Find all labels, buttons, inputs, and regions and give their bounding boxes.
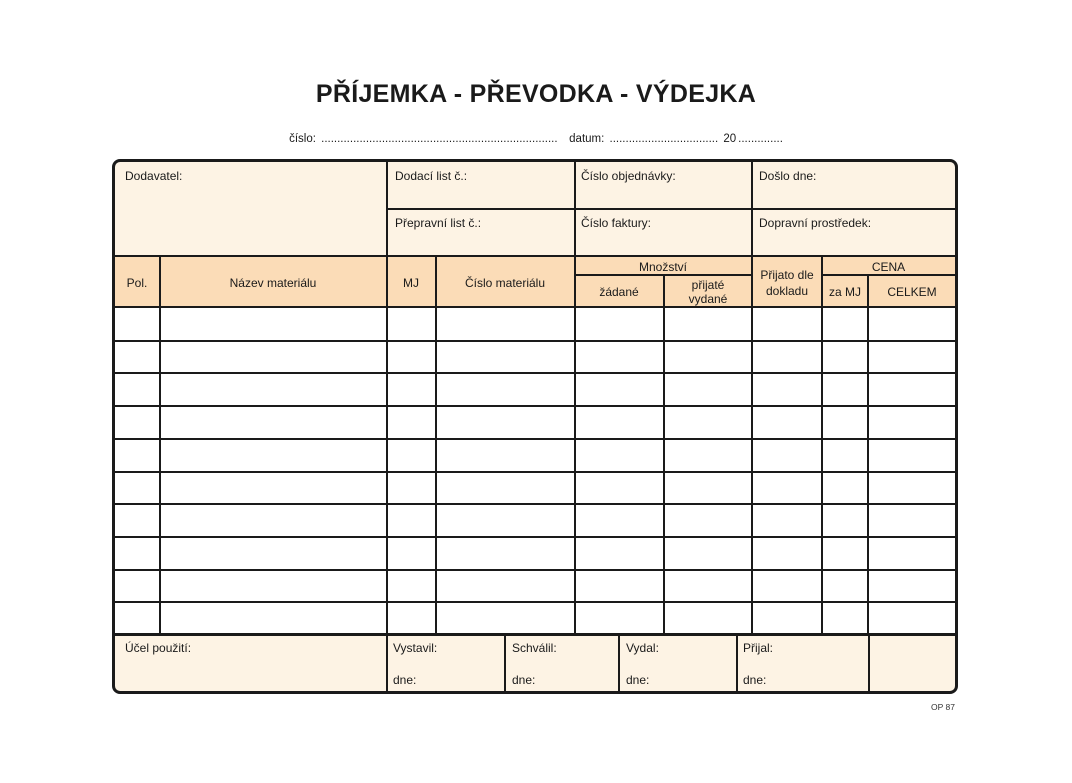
col-prijate: přijaté bbox=[691, 278, 725, 292]
grid-line-v bbox=[618, 633, 620, 694]
form-table bbox=[112, 159, 958, 694]
grid-line-v bbox=[868, 633, 870, 694]
cislo-objednavky-label: Číslo objednávky: bbox=[581, 169, 676, 183]
dopravni-prostredek-label: Dopravní prostředek: bbox=[759, 216, 872, 230]
col-mnozstvi: Množství bbox=[638, 260, 687, 274]
dodavatel-label: Dodavatel: bbox=[125, 169, 183, 183]
table-row-line bbox=[115, 536, 955, 538]
grid-line-v bbox=[663, 274, 665, 633]
grid-line-v bbox=[736, 633, 738, 694]
form-title: PŘÍJEMKA - PŘEVODKA - VÝDEJKA bbox=[315, 80, 757, 108]
table-row-line bbox=[115, 471, 955, 473]
col-dokladu: dokladu bbox=[765, 284, 809, 298]
grid-line-h bbox=[115, 633, 955, 636]
table-row-line bbox=[115, 601, 955, 603]
vydal-label: Vydal: bbox=[626, 641, 659, 655]
grid-line-v bbox=[435, 255, 437, 633]
prepravni-list-label: Přepravní list č.: bbox=[395, 216, 482, 230]
col-pol: Pol. bbox=[126, 276, 148, 290]
col-mj: MJ bbox=[403, 276, 419, 290]
col-za-mj: za MJ bbox=[828, 285, 861, 299]
year-field[interactable]: .............. bbox=[738, 133, 783, 145]
header-line bbox=[0, 133, 1072, 145]
ucel-pouziti-label: Účel použití: bbox=[125, 641, 192, 655]
cislo-label: číslo: bbox=[289, 133, 316, 145]
grid-line-v bbox=[821, 255, 823, 633]
col-cena: CENA bbox=[871, 260, 906, 274]
grid-line-v bbox=[751, 162, 753, 256]
grid-line-h bbox=[115, 306, 955, 308]
grid-line-v bbox=[159, 255, 161, 633]
vystavil-label: Vystavil: bbox=[393, 641, 438, 655]
doslo-dne-label: Došlo dne: bbox=[759, 169, 817, 183]
col-celkem: CELKEM bbox=[887, 285, 937, 299]
col-prijato-dle: Přijato dle bbox=[760, 268, 814, 282]
grid-line-h bbox=[115, 255, 955, 257]
table-row-line bbox=[115, 372, 955, 374]
cislo-faktury-label: Číslo faktury: bbox=[581, 216, 652, 230]
vydal-dne-label: dne: bbox=[626, 673, 650, 687]
table-row-line bbox=[115, 569, 955, 571]
year-prefix: 20 bbox=[723, 133, 737, 145]
form-code: OP 87 bbox=[931, 702, 955, 712]
grid-line-h bbox=[821, 274, 955, 276]
table-row-line bbox=[115, 438, 955, 440]
grid-line-v bbox=[751, 255, 753, 633]
grid-line-v bbox=[386, 255, 388, 633]
table-row-line bbox=[115, 503, 955, 505]
schvalil-dne-label: dne: bbox=[512, 673, 536, 687]
dodaci-list-label: Dodací list č.: bbox=[395, 169, 468, 183]
col-nazev: Název materiálu bbox=[229, 276, 317, 290]
table-row-line bbox=[115, 340, 955, 342]
grid-line-v bbox=[574, 162, 576, 256]
col-zadane: žádané bbox=[599, 285, 639, 299]
prijal-label: Přijal: bbox=[743, 641, 774, 655]
grid-line-v bbox=[386, 633, 388, 694]
grid-line-v bbox=[574, 255, 576, 633]
grid-line-v bbox=[867, 274, 869, 633]
vystavil-dne-label: dne: bbox=[393, 673, 417, 687]
grid-line-v bbox=[386, 162, 388, 256]
grid-line-h bbox=[386, 208, 955, 210]
prijal-dne-label: dne: bbox=[743, 673, 767, 687]
grid-line-v bbox=[504, 633, 506, 694]
cislo-field[interactable]: .......................................................................... bbox=[321, 133, 558, 145]
datum-label: datum: bbox=[569, 133, 605, 145]
table-row-line bbox=[115, 405, 955, 407]
col-cislo-materialu: Číslo materiálu bbox=[464, 276, 546, 290]
datum-field[interactable]: .................................. bbox=[609, 133, 719, 145]
schvalil-label: Schválil: bbox=[512, 641, 557, 655]
col-vydane: vydané bbox=[688, 292, 728, 306]
